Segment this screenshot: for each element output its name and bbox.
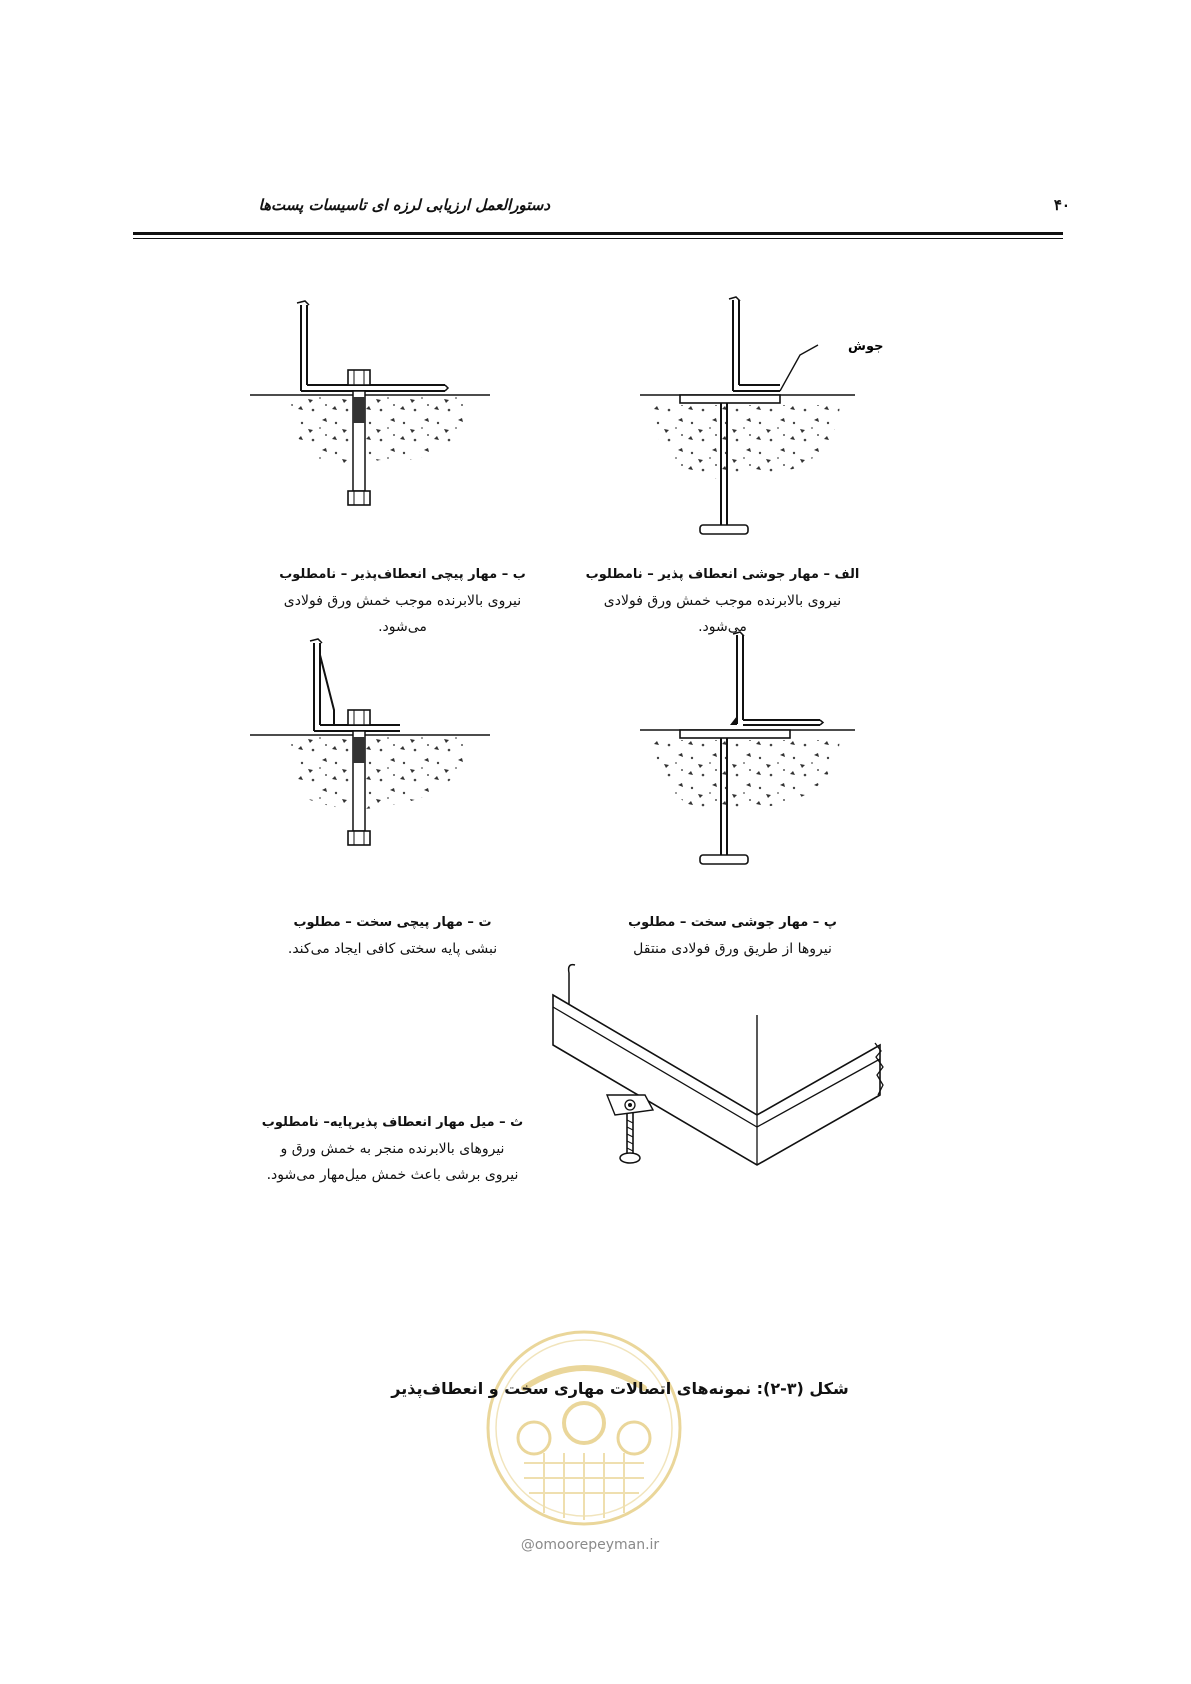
caption-alef-body: نیروی بالابرنده موجب خمش ورق فولادی می‌شود.	[603, 593, 842, 635]
diagram-te-rigid-bolted	[250, 635, 500, 865]
caption-se-body-line2: نیروی برشی باعث خمش میل‌مهار می‌شود.	[266, 1167, 519, 1183]
caption-pe-body: نیروها از طریق ورق فولادی منتقل	[633, 941, 832, 957]
caption-be-title: ب – مهار پیچی انعطاف‌پذیر – نامطلوب	[279, 567, 526, 582]
header-rule-thin	[133, 238, 1063, 239]
figure-caption: شکل (۳-۲): نمونه‌های اتصالات مهاری سخت و انعطاف‌پذیر	[391, 1379, 849, 1398]
watermark-logo	[484, 1328, 684, 1528]
diagram-se-flexible-baseplate	[545, 955, 910, 1255]
caption-te-title: ت – مهار پیچی سخت – مطلوب	[293, 915, 492, 930]
caption-be-body: نیروی بالابرنده موجب خمش ورق فولادی می‌شود.	[283, 593, 522, 635]
caption-alef	[580, 562, 865, 640]
caption-te	[250, 910, 535, 962]
caption-se	[250, 1110, 535, 1188]
caption-be	[260, 562, 545, 640]
watermark-site: @omoorepeyman.ir	[520, 1537, 660, 1553]
diagram-be-flexible-bolted	[250, 295, 500, 525]
caption-te-body: نبشی پایه سختی کافی ایجاد می‌کند.	[287, 941, 498, 957]
diagram-alef-flexible-welded	[640, 295, 884, 545]
page-number: ۴۰	[1053, 196, 1070, 214]
running-header-title: دستورالعمل ارزیابی لرزه ای تاسیسات پست‌ها	[258, 196, 550, 214]
caption-alef-title: الف – مهار جوشی انعطاف پذیر – نامطلوب	[585, 567, 860, 582]
diagram-pe-rigid-welded	[640, 630, 860, 880]
caption-se-body-line1: نیروهای بالابرنده منجر به خمش ورق و	[280, 1141, 505, 1157]
weld-label: جوش	[848, 339, 884, 354]
caption-se-title: ث – میل مهار انعطاف پذیرپایه– نامطلوب	[261, 1115, 524, 1130]
header-rule-thick	[133, 232, 1063, 235]
caption-pe-title: پ – مهار جوشی سخت – مطلوب	[628, 915, 837, 930]
